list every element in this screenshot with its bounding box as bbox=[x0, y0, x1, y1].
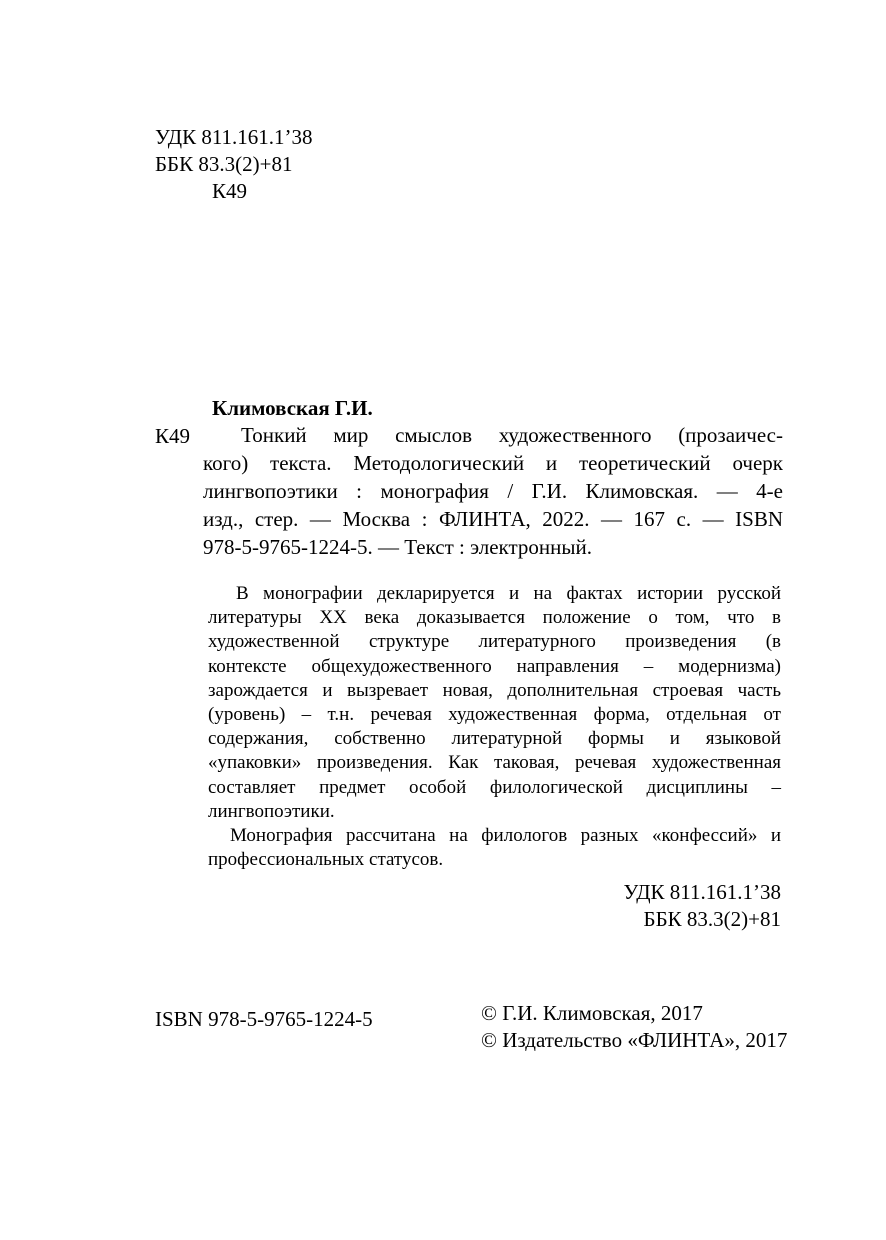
author-heading: Климовская Г.И. bbox=[212, 396, 373, 420]
classification-bottom bbox=[623, 879, 781, 933]
annotation-line: «упаковки» произведения. Как таковая, речевая художественная bbox=[208, 752, 781, 774]
copyright-block bbox=[481, 1000, 787, 1054]
annotation-line: литературы XX века доказывается положение о том, что в bbox=[208, 607, 781, 629]
record-line: Тонкий мир смыслов художественного (прозаичес- bbox=[241, 423, 783, 447]
annotation-line: Монография рассчитана на филологов разных «конфессий» и bbox=[230, 825, 781, 847]
annotation-line: контексте общехудожественного направления – модернизма) bbox=[208, 655, 781, 677]
isbn: ISBN 978-5-9765-1224-5 bbox=[155, 1007, 373, 1031]
author-mark-top: К49 bbox=[212, 179, 248, 203]
record-line: 978-5-9765-1224-5. — Текст : электронный. bbox=[203, 535, 592, 559]
udk-code-top: УДК 811.161.1’38 bbox=[155, 125, 313, 149]
udk-code-bottom: УДК 811.161.1’38 bbox=[623, 880, 781, 904]
bbk-code-top: ББК 83.3(2)+81 bbox=[155, 152, 293, 176]
record-line: изд., стер. — Москва : ФЛИНТА, 2022. — 167 с. — ISBN bbox=[203, 507, 783, 531]
annotation-line: лингвопоэтики. bbox=[208, 800, 335, 822]
annotation bbox=[208, 582, 781, 872]
classification-top bbox=[155, 124, 313, 205]
record-line: лингвопоэтики : монография / Г.И. Климовская. — 4-е bbox=[203, 479, 783, 503]
annotation-line: зарождается и вызревает новая, дополнительная строевая часть bbox=[208, 679, 781, 701]
copyright-author: © Г.И. Климовская, 2017 bbox=[481, 1001, 703, 1025]
annotation-line: профессиональных статусов. bbox=[208, 849, 444, 871]
annotation-line: художественной структуре литературного произведения (в bbox=[208, 631, 781, 653]
annotation-line: составляет предмет особой филологической дисциплины – bbox=[208, 776, 781, 798]
annotation-line: (уровень) – т.н. речевая художественная форма, отдельная от bbox=[208, 704, 781, 726]
bibliographic-record bbox=[203, 421, 783, 561]
copyright-publisher: © Издательство «ФЛИНТА», 2017 bbox=[481, 1028, 788, 1052]
record-line: кого) текста. Методологический и теоретический очерк bbox=[203, 451, 783, 475]
annotation-line: содержания, собственно литературной формы и языковой bbox=[208, 728, 781, 750]
author-mark-left: К49 bbox=[155, 424, 191, 448]
bbk-code-bottom: ББК 83.3(2)+81 bbox=[643, 907, 781, 931]
annotation-line: В монографии декларируется и на фактах истории русской bbox=[236, 583, 781, 604]
